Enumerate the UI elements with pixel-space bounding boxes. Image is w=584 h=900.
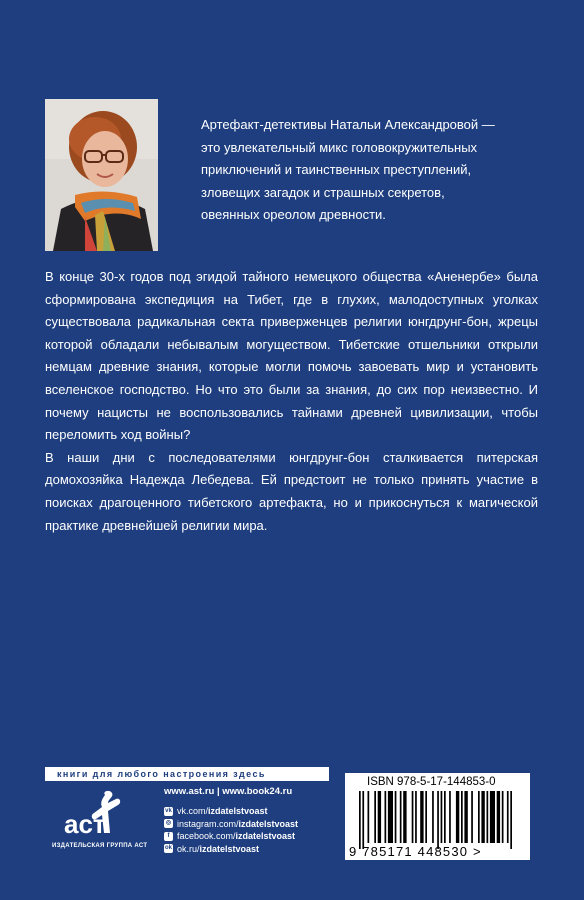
annotation-paragraph: В наши дни с последователями юнгдрунг-бон сталкивается питерская домохозяйка Надежда Лебедева. Ей предстоит не только принять участие в поисках драгоценного тибетского артефакта, но и прикоснуться к магической практике древнейшей религии мира.	[45, 449, 538, 533]
website-links[interactable]: www.ast.ru | www.book24.ru	[164, 786, 293, 797]
intro-line: это увлекательный микс головокружительных	[201, 139, 478, 155]
barcode-bar	[456, 791, 459, 843]
barcode-bar	[502, 791, 504, 843]
barcode-bar	[507, 791, 509, 843]
barcode-bar	[497, 791, 500, 843]
barcode-bar	[388, 791, 393, 843]
barcode-bar	[378, 791, 381, 843]
instagram-icon: ◎	[165, 820, 172, 827]
publisher-tagline: книги для любого настроения здесь	[45, 767, 329, 781]
intro-line: Артефакт-детективы Натальи Александровой —	[201, 117, 495, 132]
facebook-icon: f	[164, 832, 173, 841]
barcode-bar	[461, 791, 463, 843]
social-link-ok[interactable]	[164, 843, 334, 856]
barcode-bar	[415, 791, 417, 843]
barcode-bar	[368, 791, 370, 843]
barcode-bar	[481, 791, 484, 843]
barcode-bar	[395, 791, 397, 843]
barcode-bar	[487, 791, 489, 843]
social-link-handle: izdatelstvoast	[208, 806, 268, 817]
author-portrait-image	[45, 99, 158, 251]
odnoklassniki-icon: ok	[164, 845, 172, 852]
barcode-bar	[437, 791, 439, 849]
barcode-bar	[510, 791, 512, 849]
barcode-digits: 9 785171 448530 >	[349, 844, 482, 859]
barcode-bar	[478, 791, 480, 843]
social-link-prefix: facebook.com/	[177, 831, 236, 842]
barcode-bar	[490, 791, 495, 843]
social-link-handle: izdatelstvoast	[238, 818, 299, 829]
barcode-panel	[345, 773, 530, 860]
publisher-logo-text: аст	[64, 809, 106, 839]
social-link-prefix: instagram.com/	[177, 818, 239, 829]
barcode-bar	[425, 791, 427, 843]
intro-line: овеянных ореолом древности.	[201, 207, 386, 222]
social-link-handle: izdatelstvoast	[199, 843, 260, 854]
vk-icon: vk	[165, 807, 172, 814]
barcode-bar	[432, 791, 434, 843]
social-link-facebook[interactable]	[164, 830, 334, 843]
author-photo	[45, 99, 158, 251]
barcode-bar	[400, 791, 402, 843]
intro-line: зловещих загадок и страшных секретов,	[201, 184, 445, 200]
barcode-bar	[441, 791, 443, 843]
barcode-bar	[362, 791, 364, 849]
barcode-bar	[420, 791, 423, 843]
ast-logo-icon	[50, 789, 160, 844]
barcode-bar	[403, 791, 406, 843]
book-annotation	[45, 266, 538, 537]
social-link-prefix: ok.ru/	[177, 843, 200, 854]
barcode-bar	[464, 791, 467, 843]
barcode-bar	[444, 791, 446, 843]
social-link-instagram[interactable]	[164, 818, 334, 831]
social-link-prefix: vk.com/	[177, 806, 209, 817]
publisher-caption: ИЗДАТЕЛЬСКАЯ ГРУППА АСТ	[52, 843, 148, 849]
barcode-bar	[412, 791, 414, 843]
social-link-handle: izdatelstvoast	[235, 831, 296, 842]
intro-line: приключений и таинственных преступлений,	[201, 162, 472, 177]
annotation-paragraph: В конце 30-х годов под эгидой тайного немецкого общества «Аненербе» была сформирована экспедиция на Тибет, где в глухих, малодоступных уголках существовала радикальная секта приверженцев религии юнгдрунг-бон, жрецы которой обладали небывалым могуществом. Тибетские отшельники открыли немцам древние знания, которые могли помочь завоевать мир и установить вселенское господство. Но что это были за знания, до сих пор неизвестно. И почему нацисты не воспользовались тайнами древней цивилизации, чтобы переломить ход войны?	[45, 269, 538, 443]
barcode-bar	[385, 791, 387, 843]
barcode-bar	[359, 791, 361, 849]
isbn-number: ISBN 978-5-17-144853-0	[367, 776, 496, 788]
barcode-bar	[374, 791, 376, 843]
barcode-bar	[471, 791, 473, 843]
barcode-bar	[449, 791, 451, 843]
publisher-links	[164, 786, 334, 855]
series-intro	[201, 114, 531, 227]
social-link-vk[interactable]	[164, 805, 334, 818]
